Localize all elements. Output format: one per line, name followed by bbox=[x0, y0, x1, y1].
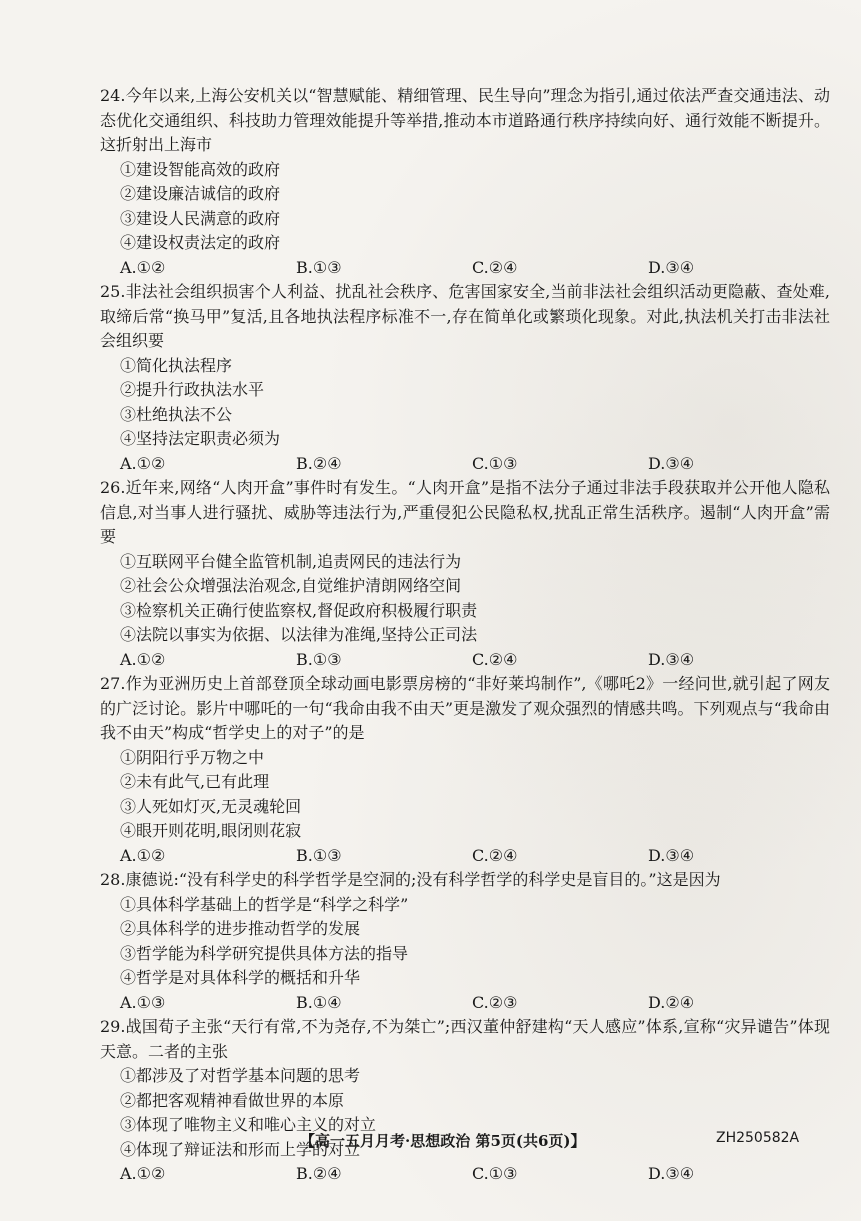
answer-choices bbox=[100, 256, 830, 281]
question-option: ①建设智能高效的政府 bbox=[120, 159, 281, 179]
answer-choice: B.①③ bbox=[296, 257, 342, 277]
answer-choice: B.①③ bbox=[296, 845, 342, 865]
answer-choice: A.①② bbox=[120, 453, 166, 473]
question-option: ②未有此气,已有此理 bbox=[120, 772, 270, 791]
question-list bbox=[100, 84, 830, 1187]
question-option: ③体现了唯物主义和唯心主义的对立 bbox=[120, 1115, 377, 1134]
question-option: ②建设廉洁诚信的政府 bbox=[120, 184, 281, 203]
question-block bbox=[100, 280, 830, 476]
answer-choice: C.②④ bbox=[472, 845, 518, 865]
question-option: ①都涉及了对哲学基本问题的思考 bbox=[120, 1066, 361, 1085]
footer-title: 【高一五月月考·思想政治 第5页(共6页)】 bbox=[300, 1132, 586, 1150]
answer-choice: D.③④ bbox=[648, 453, 695, 473]
answer-choices bbox=[100, 991, 830, 1016]
question-option: ③杜绝执法不公 bbox=[120, 404, 233, 424]
question-option: ④哲学是对具体科学的概括和升华 bbox=[120, 968, 361, 987]
question-option: ④坚持法定职责必须为 bbox=[120, 429, 281, 448]
question-option: ④体现了辩证法和形而上学的对立 bbox=[120, 1139, 361, 1159]
answer-choice: A.①② bbox=[120, 257, 166, 277]
question-option: ②具体科学的进步推动哲学的发展 bbox=[120, 919, 361, 938]
answer-choice: B.①④ bbox=[296, 992, 342, 1012]
answer-choices bbox=[100, 648, 830, 673]
question-stem: 27.作为亚洲历史上首部登顶全球动画电影票房榜的“非好莱坞制作”,《哪吒2》一经问世,就引起了网友的广泛讨论。影片中哪吒的一句“我命由我不由天”更是激发了观众强烈的情感共鸣。下列观点与“我命由我不由天”构成“哲学史上的对子”的是 bbox=[100, 674, 830, 742]
question-option: ②提升行政执法水平 bbox=[120, 380, 265, 399]
question-option: ④建设权责法定的政府 bbox=[120, 233, 281, 252]
question-option: ④眼开则花明,眼闭则花寂 bbox=[120, 821, 302, 840]
question-option: ①阴阳行乎万物之中 bbox=[120, 747, 265, 767]
answer-choice: B.②④ bbox=[296, 1164, 342, 1183]
question-block bbox=[100, 1015, 830, 1187]
question-block bbox=[100, 868, 830, 1015]
answer-choice: D.③④ bbox=[648, 1164, 695, 1183]
answer-choices bbox=[100, 452, 830, 477]
question-stem: 28.康德说:“没有科学史的科学哲学是空洞的;没有科学哲学的科学史是盲目的。”这是因为 bbox=[100, 870, 721, 889]
answer-choice: C.①③ bbox=[472, 453, 518, 473]
question-stem: 26.近年来,网络“人肉开盒”事件时有发生。“人肉开盒”是指不法分子通过非法手段获取并公开他人隐私信息,对当事人进行骚扰、威胁等违法行为,严重侵犯公民隐私权,扰乱正常生活秩序。遏制“人肉开盒”需要 bbox=[100, 478, 830, 546]
question-option: ③建设人民满意的政府 bbox=[120, 208, 281, 228]
answer-choice: D.③④ bbox=[648, 257, 695, 277]
answer-choice: A.①③ bbox=[120, 992, 166, 1012]
footer-code: ZH250582A bbox=[716, 1130, 800, 1146]
question-option: ③人死如灯灭,无灵魂轮回 bbox=[120, 796, 302, 816]
answer-choice: C.②③ bbox=[472, 992, 518, 1012]
answer-choice: C.②④ bbox=[472, 649, 518, 669]
answer-choices bbox=[100, 844, 830, 869]
question-option: ①具体科学基础上的哲学是“科学之科学” bbox=[120, 894, 409, 914]
answer-choice: C.②④ bbox=[472, 257, 518, 277]
answer-choice: D.③④ bbox=[648, 649, 695, 669]
question-option: ②都把客观精神看做世界的本原 bbox=[120, 1090, 345, 1110]
question-block bbox=[100, 476, 830, 672]
question-option: ①简化执法程序 bbox=[120, 355, 233, 375]
question-stem: 25.非法社会组织损害个人利益、扰乱社会秩序、危害国家安全,当前非法社会组织活动更隐蔽、查处难,取缔后常“换马甲”复活,且各地执法程序标准不一,存在简单化或繁琐化现象。对此,执法机关打击非法社会组织要 bbox=[100, 282, 830, 350]
question-option: ③检察机关正确行使监察权,督促政府积极履行职责 bbox=[120, 600, 478, 620]
page-footer bbox=[0, 1130, 861, 1154]
answer-choices bbox=[100, 1162, 830, 1187]
question-option: ②社会公众增强法治观念,自觉维护清朗网络空间 bbox=[120, 576, 462, 595]
question-block bbox=[100, 672, 830, 868]
answer-choice: B.①③ bbox=[296, 649, 342, 669]
question-option: ①互联网平台健全监管机制,追责网民的违法行为 bbox=[120, 551, 462, 571]
question-stem: 29.战国荀子主张“天行有常,不为尧存,不为桀亡”;西汉董仲舒建构“天人感应”体系,宣称“灾异谴告”体现天意。二者的主张 bbox=[100, 1017, 830, 1061]
answer-choice: D.②④ bbox=[648, 992, 695, 1012]
question-stem: 24.今年以来,上海公安机关以“智慧赋能、精细管理、民生导向”理念为指引,通过依法严查交通违法、动态优化交通组织、科技助力管理效能提升等举措,推动本市道路通行秩序持续向好、通行效能不断提升。这折射出上海市 bbox=[100, 86, 830, 154]
answer-choice: C.①③ bbox=[472, 1164, 518, 1183]
question-option: ③哲学能为科学研究提供具体方法的指导 bbox=[120, 943, 409, 963]
answer-choice: A.①② bbox=[120, 845, 166, 865]
answer-choice: B.②④ bbox=[296, 453, 342, 473]
question-block bbox=[100, 84, 830, 280]
answer-choice: D.③④ bbox=[648, 845, 695, 865]
answer-choice: A.①② bbox=[120, 649, 166, 669]
answer-choice: A.①② bbox=[120, 1164, 166, 1183]
question-option: ④法院以事实为依据、以法律为准绳,坚持公正司法 bbox=[120, 625, 478, 644]
